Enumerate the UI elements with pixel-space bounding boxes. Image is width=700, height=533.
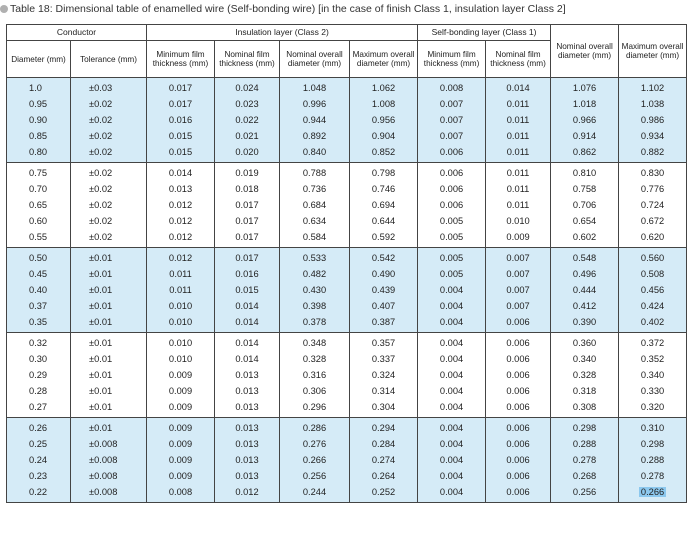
cell-ins-max-overall: 0.324	[350, 367, 418, 383]
cell-sb-min-thickness: 0.006	[418, 181, 486, 197]
table-row	[7, 399, 687, 418]
cell-ins-max-overall: 0.746	[350, 181, 418, 197]
cell-tolerance: ±0.008	[71, 452, 147, 468]
table-row	[7, 181, 687, 197]
cell-ins-nom-overall: 0.684	[280, 197, 350, 213]
cell-nominal-overall: 0.758	[551, 181, 619, 197]
cell-ins-min-thickness: 0.017	[147, 96, 215, 112]
cell-ins-nom-thickness: 0.012	[215, 484, 280, 503]
cell-diameter: 0.80	[7, 144, 71, 163]
header-sb-nom-thickness: Nominal film thickness (mm)	[486, 41, 551, 78]
table-row	[7, 197, 687, 213]
table-row	[7, 484, 687, 503]
cell-tolerance: ±0.01	[71, 266, 147, 282]
cell-ins-max-overall: 0.798	[350, 163, 418, 182]
cell-ins-min-thickness: 0.012	[147, 197, 215, 213]
header-ins-max-overall: Maximum overall diameter (mm)	[350, 41, 418, 78]
cell-ins-min-thickness: 0.009	[147, 468, 215, 484]
cell-ins-max-overall: 0.387	[350, 314, 418, 333]
table-row	[7, 78, 687, 97]
cell-diameter: 0.55	[7, 229, 71, 248]
cell-tolerance: ±0.008	[71, 436, 147, 452]
header-ins-nom-overall: Nominal overall diameter (mm)	[280, 41, 350, 78]
cell-ins-nom-thickness: 0.018	[215, 181, 280, 197]
cell-sb-nom-thickness: 0.011	[486, 197, 551, 213]
cell-sb-nom-thickness: 0.007	[486, 282, 551, 298]
dimension-table	[6, 24, 687, 503]
cell-ins-min-thickness: 0.009	[147, 399, 215, 418]
cell-nominal-overall: 1.018	[551, 96, 619, 112]
cell-tolerance: ±0.02	[71, 229, 147, 248]
cell-sb-nom-thickness: 0.011	[486, 163, 551, 182]
cell-maximum-overall: 0.776	[619, 181, 687, 197]
table-row	[7, 351, 687, 367]
cell-sb-nom-thickness: 0.006	[486, 468, 551, 484]
cell-ins-nom-overall: 0.328	[280, 351, 350, 367]
table-header	[7, 25, 687, 78]
cell-ins-max-overall: 0.337	[350, 351, 418, 367]
table-row	[7, 298, 687, 314]
cell-nominal-overall: 0.268	[551, 468, 619, 484]
cell-ins-nom-overall: 0.430	[280, 282, 350, 298]
cell-ins-min-thickness: 0.009	[147, 383, 215, 399]
header-nominal-overall-diameter: Nominal overall diameter (mm)	[551, 25, 619, 78]
cell-ins-nom-thickness: 0.015	[215, 282, 280, 298]
cell-nominal-overall: 0.444	[551, 282, 619, 298]
cell-sb-nom-thickness: 0.007	[486, 248, 551, 267]
cell-sb-min-thickness: 0.007	[418, 128, 486, 144]
cell-maximum-overall: 0.986	[619, 112, 687, 128]
cell-nominal-overall: 0.318	[551, 383, 619, 399]
cell-sb-nom-thickness: 0.011	[486, 96, 551, 112]
cell-ins-nom-thickness: 0.013	[215, 383, 280, 399]
cell-ins-max-overall: 1.008	[350, 96, 418, 112]
cell-maximum-overall: 0.372	[619, 333, 687, 352]
cell-sb-min-thickness: 0.004	[418, 468, 486, 484]
cell-nominal-overall: 0.810	[551, 163, 619, 182]
cell-ins-min-thickness: 0.011	[147, 266, 215, 282]
cell-maximum-overall: 0.320	[619, 399, 687, 418]
cell-ins-nom-thickness: 0.017	[215, 197, 280, 213]
cell-ins-max-overall: 0.407	[350, 298, 418, 314]
cell-ins-min-thickness: 0.008	[147, 484, 215, 503]
table-row	[7, 229, 687, 248]
header-maximum-overall-diameter: Maximum overall diameter (mm)	[619, 25, 687, 78]
cell-diameter: 0.60	[7, 213, 71, 229]
cell-sb-min-thickness: 0.007	[418, 96, 486, 112]
cell-ins-nom-thickness: 0.013	[215, 468, 280, 484]
cell-sb-min-thickness: 0.008	[418, 78, 486, 97]
header-ins-nom-thickness: Nominal film thickness (mm)	[215, 41, 280, 78]
cell-ins-min-thickness: 0.009	[147, 418, 215, 437]
cell-tolerance: ±0.01	[71, 367, 147, 383]
cell-tolerance: ±0.02	[71, 96, 147, 112]
cell-diameter: 0.40	[7, 282, 71, 298]
cell-maximum-overall: 0.340	[619, 367, 687, 383]
cell-ins-min-thickness: 0.011	[147, 282, 215, 298]
cell-maximum-overall: 0.456	[619, 282, 687, 298]
cell-sb-nom-thickness: 0.006	[486, 367, 551, 383]
cell-ins-nom-thickness: 0.017	[215, 248, 280, 267]
cell-ins-min-thickness: 0.017	[147, 78, 215, 97]
cell-sb-nom-thickness: 0.011	[486, 112, 551, 128]
cell-sb-nom-thickness: 0.011	[486, 144, 551, 163]
cell-tolerance: ±0.01	[71, 314, 147, 333]
cell-diameter: 0.65	[7, 197, 71, 213]
cell-sb-nom-thickness: 0.006	[486, 333, 551, 352]
cell-diameter: 1.0	[7, 78, 71, 97]
cell-sb-min-thickness: 0.004	[418, 314, 486, 333]
cell-maximum-overall: 0.330	[619, 383, 687, 399]
cell-sb-min-thickness: 0.005	[418, 213, 486, 229]
cell-diameter: 0.26	[7, 418, 71, 437]
cell-ins-min-thickness: 0.009	[147, 452, 215, 468]
cell-sb-nom-thickness: 0.006	[486, 351, 551, 367]
row-group	[7, 418, 687, 503]
cell-diameter: 0.85	[7, 128, 71, 144]
cell-diameter: 0.27	[7, 399, 71, 418]
cell-ins-nom-overall: 1.048	[280, 78, 350, 97]
cell-ins-max-overall: 0.252	[350, 484, 418, 503]
cell-ins-min-thickness: 0.009	[147, 436, 215, 452]
cell-ins-min-thickness: 0.010	[147, 314, 215, 333]
cell-diameter: 0.32	[7, 333, 71, 352]
bullet-icon	[0, 5, 8, 13]
cell-maximum-overall: 0.830	[619, 163, 687, 182]
cell-ins-min-thickness: 0.010	[147, 298, 215, 314]
cell-sb-nom-thickness: 0.009	[486, 229, 551, 248]
cell-tolerance: ±0.008	[71, 468, 147, 484]
cell-maximum-overall: 1.038	[619, 96, 687, 112]
cell-diameter: 0.70	[7, 181, 71, 197]
cell-maximum-overall: 0.424	[619, 298, 687, 314]
table-row	[7, 282, 687, 298]
cell-ins-nom-overall: 0.634	[280, 213, 350, 229]
row-group	[7, 78, 687, 163]
cell-ins-nom-thickness: 0.013	[215, 436, 280, 452]
cell-tolerance: ±0.01	[71, 399, 147, 418]
cell-ins-nom-thickness: 0.014	[215, 298, 280, 314]
cell-ins-nom-thickness: 0.014	[215, 333, 280, 352]
cell-sb-nom-thickness: 0.006	[486, 484, 551, 503]
cell-ins-min-thickness: 0.010	[147, 351, 215, 367]
cell-diameter: 0.30	[7, 351, 71, 367]
table-title: Table 18: Dimensional table of enamelled wire (Self-bonding wire) [in the case of finish Class 1, insulation layer Class 2]	[10, 3, 566, 15]
cell-nominal-overall: 0.914	[551, 128, 619, 144]
cell-ins-nom-overall: 0.533	[280, 248, 350, 267]
cell-ins-nom-overall: 0.244	[280, 484, 350, 503]
cell-ins-nom-overall: 0.996	[280, 96, 350, 112]
cell-maximum-overall: 0.560	[619, 248, 687, 267]
cell-maximum-overall: 0.882	[619, 144, 687, 163]
cell-ins-max-overall: 0.274	[350, 452, 418, 468]
cell-diameter: 0.29	[7, 367, 71, 383]
table-row	[7, 163, 687, 182]
cell-sb-min-thickness: 0.004	[418, 367, 486, 383]
cell-sb-min-thickness: 0.006	[418, 197, 486, 213]
cell-sb-nom-thickness: 0.007	[486, 266, 551, 282]
table-row	[7, 96, 687, 112]
cell-sb-nom-thickness: 0.006	[486, 418, 551, 437]
cell-maximum-overall: 1.102	[619, 78, 687, 97]
cell-sb-min-thickness: 0.004	[418, 452, 486, 468]
row-group	[7, 248, 687, 333]
cell-sb-nom-thickness: 0.011	[486, 128, 551, 144]
cell-nominal-overall: 0.862	[551, 144, 619, 163]
cell-diameter: 0.35	[7, 314, 71, 333]
cell-ins-nom-thickness: 0.013	[215, 418, 280, 437]
cell-maximum-overall: 0.298	[619, 436, 687, 452]
cell-ins-nom-overall: 0.286	[280, 418, 350, 437]
cell-sb-nom-thickness: 0.011	[486, 181, 551, 197]
cell-ins-max-overall: 0.357	[350, 333, 418, 352]
cell-ins-min-thickness: 0.012	[147, 229, 215, 248]
table-row	[7, 213, 687, 229]
cell-tolerance: ±0.01	[71, 282, 147, 298]
cell-maximum-overall: 0.672	[619, 213, 687, 229]
cell-ins-nom-overall: 0.398	[280, 298, 350, 314]
cell-maximum-overall: 0.508	[619, 266, 687, 282]
cell-ins-nom-overall: 0.348	[280, 333, 350, 352]
cell-nominal-overall: 0.288	[551, 436, 619, 452]
cell-ins-max-overall: 0.542	[350, 248, 418, 267]
row-group	[7, 333, 687, 418]
cell-tolerance: ±0.01	[71, 383, 147, 399]
cell-tolerance: ±0.01	[71, 351, 147, 367]
cell-sb-nom-thickness: 0.007	[486, 298, 551, 314]
cell-diameter: 0.37	[7, 298, 71, 314]
cell-tolerance: ±0.02	[71, 128, 147, 144]
header-insulation-layer: Insulation layer (Class 2)	[147, 25, 418, 41]
cell-tolerance: ±0.01	[71, 298, 147, 314]
cell-ins-max-overall: 0.264	[350, 468, 418, 484]
cell-ins-min-thickness: 0.015	[147, 144, 215, 163]
cell-nominal-overall: 0.548	[551, 248, 619, 267]
cell-ins-nom-thickness: 0.021	[215, 128, 280, 144]
cell-ins-nom-thickness: 0.020	[215, 144, 280, 163]
cell-nominal-overall: 0.328	[551, 367, 619, 383]
cell-maximum-overall: 0.724	[619, 197, 687, 213]
cell-sb-min-thickness: 0.004	[418, 484, 486, 503]
table-row	[7, 248, 687, 267]
cell-ins-nom-overall: 0.788	[280, 163, 350, 182]
cell-ins-max-overall: 0.314	[350, 383, 418, 399]
cell-sb-min-thickness: 0.004	[418, 333, 486, 352]
cell-sb-min-thickness: 0.004	[418, 351, 486, 367]
cell-ins-nom-thickness: 0.013	[215, 399, 280, 418]
table-row	[7, 418, 687, 437]
cell-diameter: 0.90	[7, 112, 71, 128]
cell-maximum-overall	[619, 484, 687, 503]
cell-diameter: 0.23	[7, 468, 71, 484]
cell-tolerance: ±0.02	[71, 213, 147, 229]
header-diameter: Diameter (mm)	[7, 41, 71, 78]
header-self-bonding-layer: Self-bonding layer (Class 1)	[418, 25, 551, 41]
cell-tolerance: ±0.01	[71, 418, 147, 437]
cell-ins-max-overall: 0.294	[350, 418, 418, 437]
cell-ins-max-overall: 0.490	[350, 266, 418, 282]
cell-ins-max-overall: 0.592	[350, 229, 418, 248]
cell-ins-nom-thickness: 0.016	[215, 266, 280, 282]
cell-ins-nom-overall: 0.944	[280, 112, 350, 128]
cell-sb-nom-thickness: 0.006	[486, 399, 551, 418]
cell-ins-max-overall: 0.956	[350, 112, 418, 128]
cell-ins-min-thickness: 0.012	[147, 248, 215, 267]
cell-ins-nom-overall: 0.840	[280, 144, 350, 163]
cell-sb-min-thickness: 0.005	[418, 229, 486, 248]
header-conductor: Conductor	[7, 25, 147, 41]
cell-ins-nom-thickness: 0.013	[215, 367, 280, 383]
cell-ins-nom-thickness: 0.017	[215, 213, 280, 229]
cell-diameter: 0.50	[7, 248, 71, 267]
cell-nominal-overall: 0.256	[551, 484, 619, 503]
cell-tolerance: ±0.02	[71, 144, 147, 163]
header-tolerance: Tolerance (mm)	[71, 41, 147, 78]
cell-ins-min-thickness: 0.014	[147, 163, 215, 182]
cell-diameter: 0.24	[7, 452, 71, 468]
cell-sb-nom-thickness: 0.006	[486, 383, 551, 399]
table-row	[7, 468, 687, 484]
cell-ins-nom-overall: 0.306	[280, 383, 350, 399]
cell-tolerance: ±0.02	[71, 163, 147, 182]
cell-diameter: 0.22	[7, 484, 71, 503]
cell-sb-min-thickness: 0.004	[418, 282, 486, 298]
table-row	[7, 436, 687, 452]
table-row	[7, 128, 687, 144]
table-row	[7, 266, 687, 282]
cell-nominal-overall: 0.340	[551, 351, 619, 367]
table-row	[7, 112, 687, 128]
cell-tolerance: ±0.02	[71, 197, 147, 213]
cell-tolerance: ±0.01	[71, 248, 147, 267]
cell-ins-min-thickness: 0.013	[147, 181, 215, 197]
cell-nominal-overall: 0.298	[551, 418, 619, 437]
cell-tolerance: ±0.02	[71, 181, 147, 197]
cell-maximum-overall: 0.620	[619, 229, 687, 248]
cell-ins-min-thickness: 0.010	[147, 333, 215, 352]
cell-ins-nom-overall: 0.584	[280, 229, 350, 248]
cell-ins-nom-thickness: 0.024	[215, 78, 280, 97]
cell-ins-nom-overall: 0.736	[280, 181, 350, 197]
selected-value: 0.266	[640, 487, 665, 497]
table-row	[7, 314, 687, 333]
cell-ins-max-overall: 0.694	[350, 197, 418, 213]
cell-ins-nom-overall: 0.266	[280, 452, 350, 468]
cell-nominal-overall: 0.706	[551, 197, 619, 213]
cell-nominal-overall: 0.966	[551, 112, 619, 128]
cell-ins-max-overall: 0.644	[350, 213, 418, 229]
cell-ins-nom-overall: 0.482	[280, 266, 350, 282]
row-group	[7, 163, 687, 248]
cell-nominal-overall: 0.654	[551, 213, 619, 229]
cell-ins-max-overall: 0.439	[350, 282, 418, 298]
cell-ins-nom-thickness: 0.017	[215, 229, 280, 248]
cell-nominal-overall: 1.076	[551, 78, 619, 97]
header-ins-min-thickness: Minimum film thickness (mm)	[147, 41, 215, 78]
cell-nominal-overall: 0.390	[551, 314, 619, 333]
cell-ins-nom-thickness: 0.014	[215, 351, 280, 367]
cell-sb-min-thickness: 0.006	[418, 144, 486, 163]
cell-nominal-overall: 0.308	[551, 399, 619, 418]
cell-sb-min-thickness: 0.004	[418, 418, 486, 437]
cell-nominal-overall: 0.360	[551, 333, 619, 352]
cell-maximum-overall: 0.352	[619, 351, 687, 367]
cell-ins-min-thickness: 0.009	[147, 367, 215, 383]
cell-ins-min-thickness: 0.012	[147, 213, 215, 229]
cell-maximum-overall: 0.288	[619, 452, 687, 468]
cell-maximum-overall: 0.278	[619, 468, 687, 484]
cell-ins-nom-thickness: 0.022	[215, 112, 280, 128]
cell-sb-nom-thickness: 0.010	[486, 213, 551, 229]
cell-sb-min-thickness: 0.007	[418, 112, 486, 128]
cell-sb-nom-thickness: 0.006	[486, 436, 551, 452]
cell-sb-min-thickness: 0.004	[418, 383, 486, 399]
cell-ins-nom-overall: 0.296	[280, 399, 350, 418]
cell-ins-nom-overall: 0.892	[280, 128, 350, 144]
cell-ins-nom-thickness: 0.013	[215, 452, 280, 468]
cell-ins-nom-overall: 0.316	[280, 367, 350, 383]
cell-ins-min-thickness: 0.016	[147, 112, 215, 128]
cell-ins-max-overall: 0.852	[350, 144, 418, 163]
header-sb-min-thickness: Minimum film thickness (mm)	[418, 41, 486, 78]
cell-ins-nom-thickness: 0.023	[215, 96, 280, 112]
cell-tolerance: ±0.03	[71, 78, 147, 97]
cell-ins-nom-overall: 0.276	[280, 436, 350, 452]
cell-ins-max-overall: 0.284	[350, 436, 418, 452]
cell-diameter: 0.95	[7, 96, 71, 112]
table-row	[7, 144, 687, 163]
table-row	[7, 367, 687, 383]
cell-sb-min-thickness: 0.004	[418, 298, 486, 314]
cell-tolerance: ±0.01	[71, 333, 147, 352]
cell-diameter: 0.25	[7, 436, 71, 452]
cell-diameter: 0.75	[7, 163, 71, 182]
cell-ins-min-thickness: 0.015	[147, 128, 215, 144]
cell-maximum-overall: 0.934	[619, 128, 687, 144]
cell-ins-nom-thickness: 0.019	[215, 163, 280, 182]
cell-sb-min-thickness: 0.005	[418, 248, 486, 267]
table-caption	[0, 2, 566, 16]
cell-nominal-overall: 0.602	[551, 229, 619, 248]
table-row	[7, 333, 687, 352]
cell-ins-max-overall: 1.062	[350, 78, 418, 97]
cell-tolerance: ±0.02	[71, 112, 147, 128]
cell-ins-max-overall: 0.304	[350, 399, 418, 418]
cell-nominal-overall: 0.496	[551, 266, 619, 282]
cell-sb-nom-thickness: 0.014	[486, 78, 551, 97]
cell-sb-nom-thickness: 0.006	[486, 452, 551, 468]
cell-sb-min-thickness: 0.004	[418, 436, 486, 452]
cell-ins-max-overall: 0.904	[350, 128, 418, 144]
cell-sb-nom-thickness: 0.006	[486, 314, 551, 333]
cell-nominal-overall: 0.278	[551, 452, 619, 468]
cell-sb-min-thickness: 0.004	[418, 399, 486, 418]
table-row	[7, 383, 687, 399]
cell-tolerance: ±0.008	[71, 484, 147, 503]
cell-diameter: 0.45	[7, 266, 71, 282]
cell-ins-nom-overall: 0.256	[280, 468, 350, 484]
cell-ins-nom-overall: 0.378	[280, 314, 350, 333]
cell-maximum-overall: 0.310	[619, 418, 687, 437]
cell-maximum-overall: 0.402	[619, 314, 687, 333]
table-row	[7, 452, 687, 468]
cell-nominal-overall: 0.412	[551, 298, 619, 314]
cell-diameter: 0.28	[7, 383, 71, 399]
cell-sb-min-thickness: 0.006	[418, 163, 486, 182]
cell-sb-min-thickness: 0.005	[418, 266, 486, 282]
cell-ins-nom-thickness: 0.014	[215, 314, 280, 333]
